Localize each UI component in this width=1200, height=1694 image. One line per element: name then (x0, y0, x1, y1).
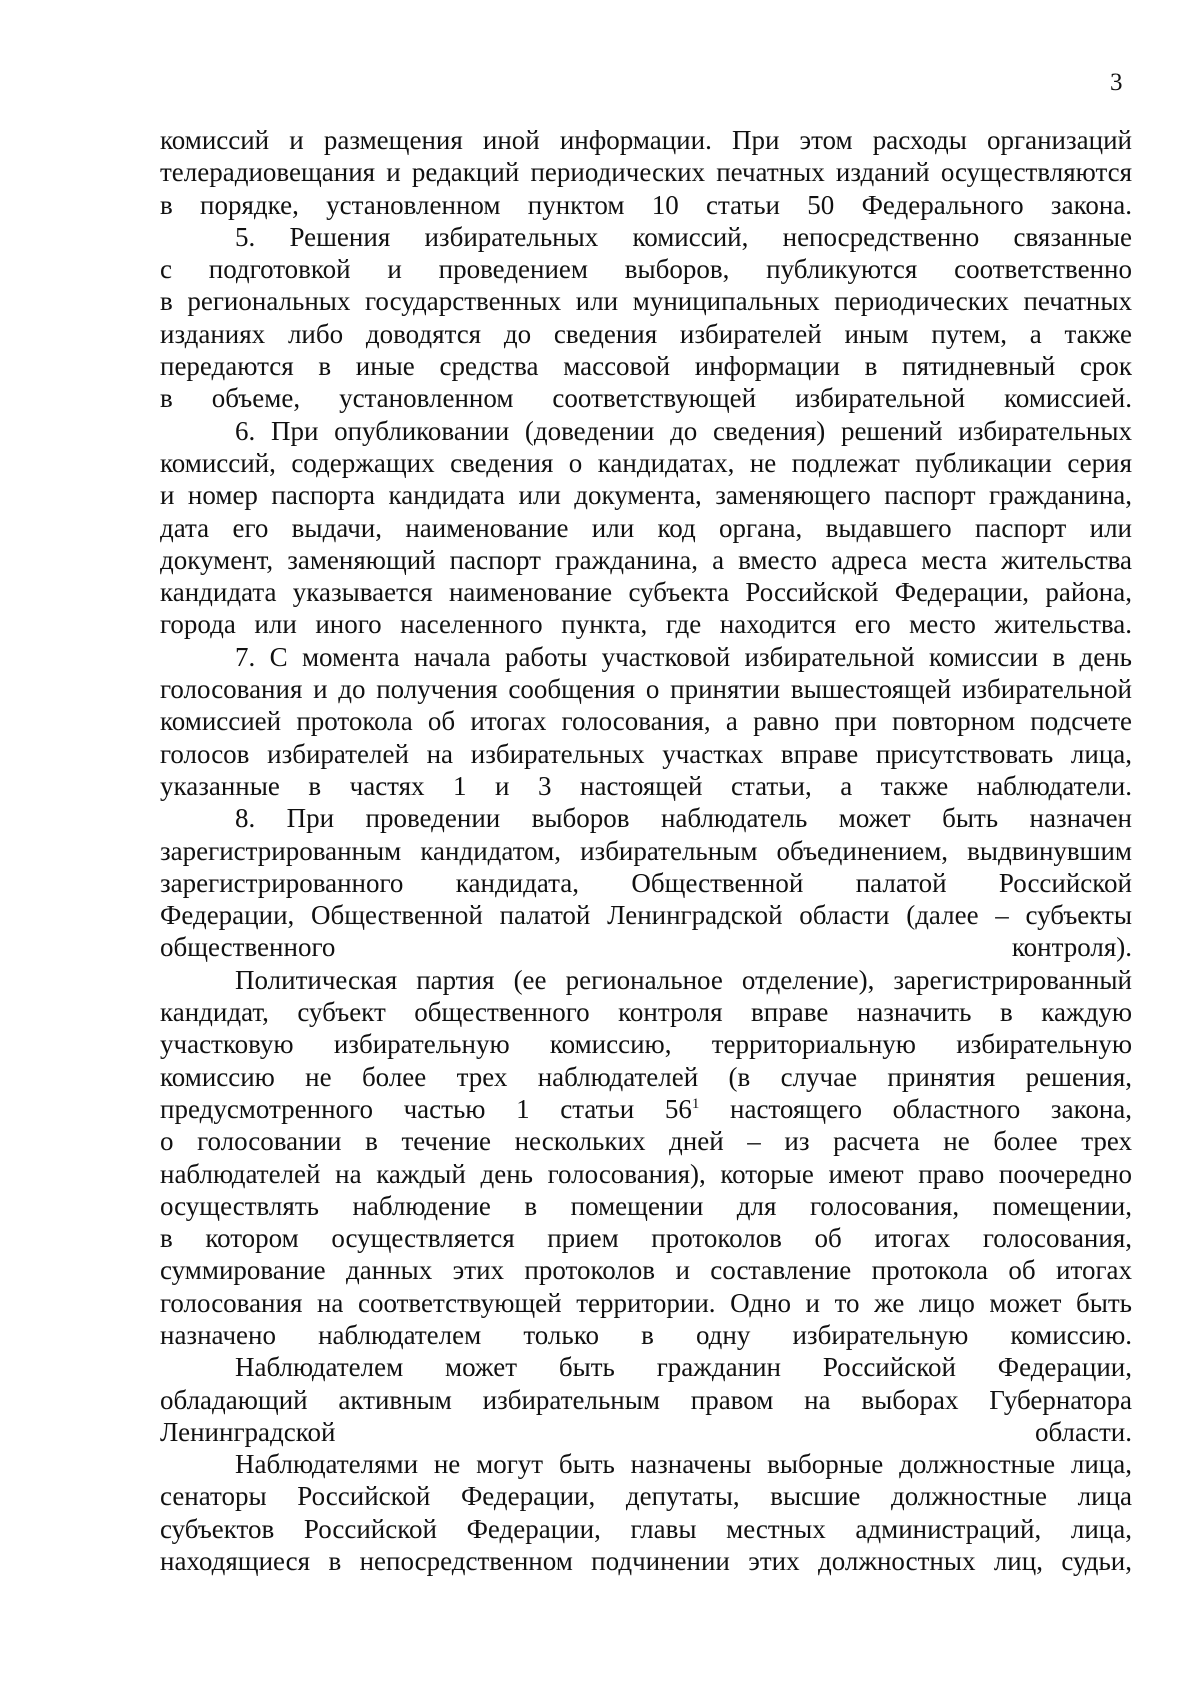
text-line: в региональных государственных или муниципальных периодических печатных (160, 286, 1132, 317)
paragraph (160, 415, 1132, 641)
text-line: комиссию не более трех наблюдателей (в случае принятия решения, (160, 1061, 1132, 1092)
text-line: передаются в иные средства массовой информации в пятидневный срок (160, 351, 1132, 382)
text-line: телерадиовещания и редакций периодических печатных изданий осуществляются (160, 157, 1132, 188)
text-line: Ленинградской области. (160, 1416, 1132, 1447)
text-line: указанные в частях 1 и 3 настоящей статьи, а также наблюдатели. (160, 770, 1132, 801)
text-line: участковую избирательную комиссию, территориальную избирательную (160, 1029, 1132, 1060)
paragraph (160, 221, 1132, 415)
text-line: Политическая партия (ее региональное отделение), зарегистрированный (235, 964, 1132, 995)
paragraph (160, 641, 1132, 802)
text-line: комиссий, содержащих сведения о кандидатах, не подлежат публикации серия (160, 447, 1132, 478)
superscript: 1 (691, 1095, 700, 1112)
text-line: назначено наблюдателем только в одну избирательную комиссию. (160, 1319, 1132, 1350)
text-line: кандидат, субъект общественного контроля вправе назначить в каждую (160, 997, 1132, 1028)
document-body (160, 124, 1132, 1577)
text-line: Наблюдателями не могут быть назначены выборные должностные лица, (235, 1449, 1132, 1480)
text-line: осуществлять наблюдение в помещении для голосования, помещении, (160, 1190, 1132, 1221)
text-line: в порядке, установленном пунктом 10 статьи 50 Федерального закона. (160, 189, 1132, 220)
text-line: города или иного населенного пункта, где находится его место жительства. (160, 609, 1132, 640)
text-line: голосования на соответствующей территории. Одно и то же лицо может быть (160, 1287, 1132, 1318)
text-line: дата его выдачи, наименование или код органа, выдавшего паспорт или (160, 512, 1132, 543)
text-line: зарегистрированным кандидатом, избирательным объединением, выдвинувшим (160, 835, 1132, 866)
text-line: комиссией протокола об итогах голосования, а равно при повторном подсчете (160, 706, 1132, 737)
page-number: 3 (1110, 69, 1123, 96)
text-line: изданиях либо доводятся до сведения избирателей иным путем, а также (160, 318, 1132, 349)
text-line: 5. Решения избирательных комиссий, непосредственно связанные (235, 221, 1132, 252)
text-line: Федерации, Общественной палатой Ленинградской области (далее – субъекты (160, 900, 1132, 931)
text-line: в котором осуществляется прием протоколов об итогах голосования, (160, 1223, 1132, 1254)
text-line: и номер паспорта кандидата или документа, заменяющего паспорт гражданина, (160, 480, 1132, 511)
text-line: находящиеся в непосредственном подчинении этих должностных лиц, судьи, (160, 1546, 1132, 1577)
text-line (160, 1094, 1132, 1124)
text-line: в объеме, установленном соответствующей избирательной комиссией. (160, 383, 1132, 414)
paragraph (160, 802, 1132, 963)
text-line: 7. С момента начала работы участковой избирательной комиссии в день (235, 641, 1132, 672)
text-line: голосования и до получения сообщения о принятии вышестоящей избирательной (160, 674, 1132, 705)
text-line: 8. При проведении выборов наблюдатель может быть назначен (235, 803, 1132, 834)
paragraph (160, 964, 1132, 1352)
text-line: обладающий активным избирательным правом на выборах Губернатора (160, 1384, 1132, 1415)
text-line: зарегистрированного кандидата, Общественной палатой Российской (160, 867, 1132, 898)
text-line: наблюдателей на каждый день голосования), которые имеют право поочередно (160, 1158, 1132, 1189)
text-line: кандидата указывается наименование субъекта Российской Федерации, района, (160, 577, 1132, 608)
paragraph (160, 1448, 1132, 1577)
text-line: общественного контроля). (160, 932, 1132, 963)
text-fragment: предусмотренного частью 1 статьи 56 (160, 1093, 692, 1124)
text-line: комиссий и размещения иной информации. При этом расходы организаций (160, 125, 1132, 155)
text-fragment: настоящего областного закона, (699, 1093, 1132, 1124)
text-line: о голосовании в течение нескольких дней – из расчета не более трех (160, 1126, 1132, 1157)
text-line: суммирование данных этих протоколов и составление протокола об итогах (160, 1255, 1132, 1286)
text-line: сенаторы Российской Федерации, депутаты, высшие должностные лица (160, 1481, 1132, 1512)
text-line: субъектов Российской Федерации, главы местных администраций, лица, (160, 1513, 1132, 1544)
text-line: с подготовкой и проведением выборов, публикуются соответственно (160, 254, 1132, 285)
paragraph (160, 1351, 1132, 1448)
text-line: документ, заменяющий паспорт гражданина, а вместо адреса места жительства (160, 544, 1132, 575)
paragraph (160, 124, 1132, 221)
text-line: голосов избирателей на избирательных участках вправе присутствовать лица, (160, 738, 1132, 769)
text-line: Наблюдателем может быть гражданин Российской Федерации, (235, 1352, 1132, 1383)
text-line: 6. При опубликовании (доведении до сведения) решений избирательных (235, 415, 1132, 446)
